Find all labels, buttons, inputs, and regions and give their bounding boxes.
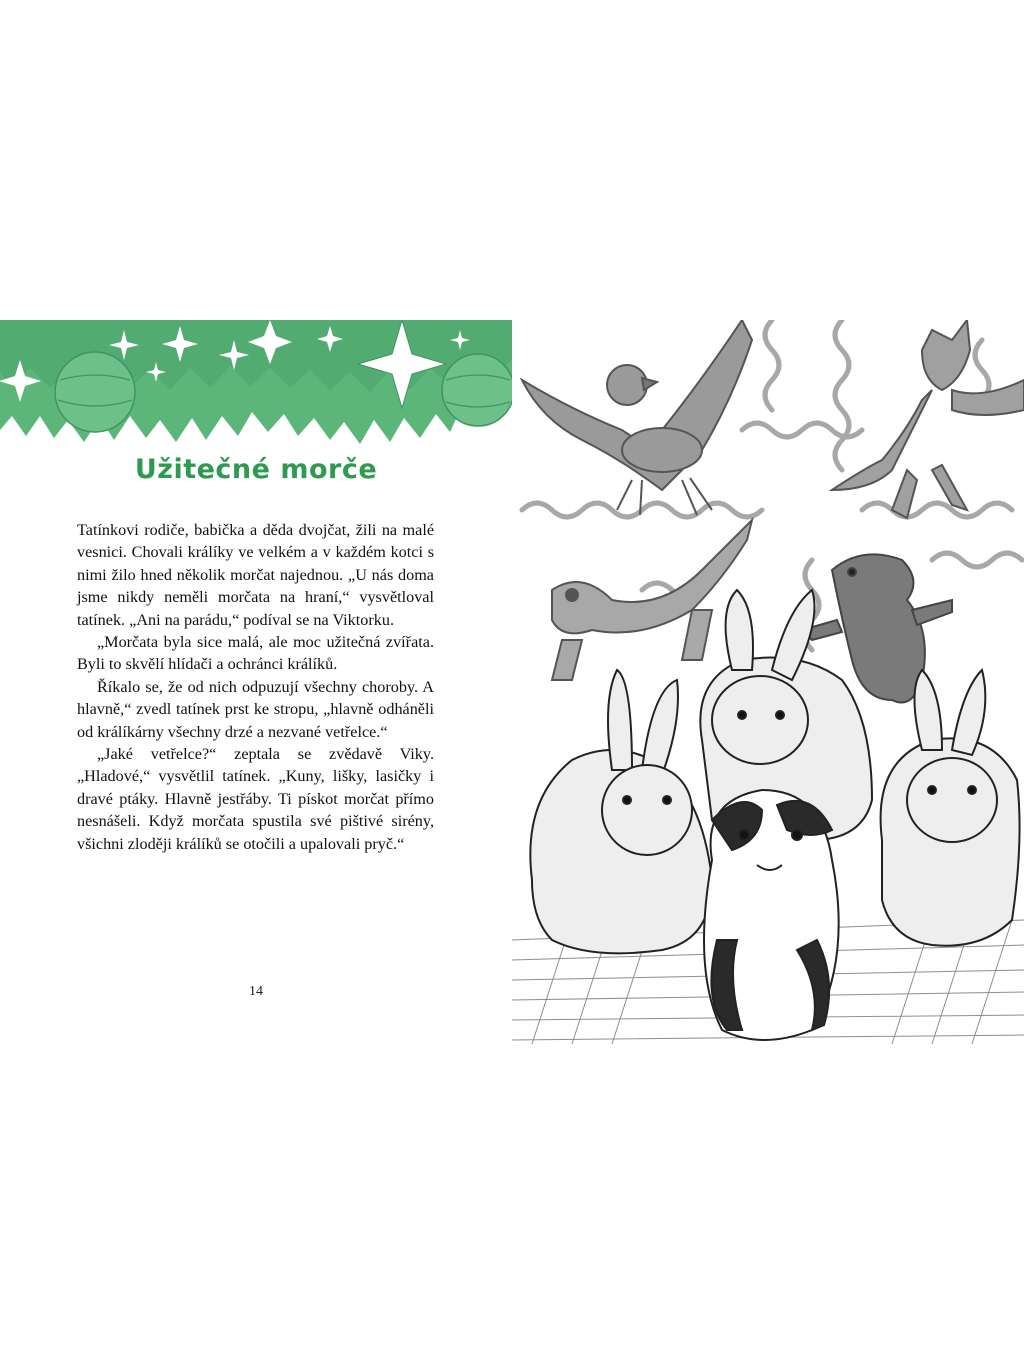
story-text — [77, 519, 434, 855]
paragraph: „Morčata byla sice malá, ale moc užitečná zvířata. Byli to skvělí hlídači a ochránci králíků. — [77, 633, 434, 674]
christmas-banner-icon — [0, 320, 512, 460]
rabbits-and-guinea-pig-illustration-icon — [512, 320, 1024, 1044]
paragraph: Tatínkovi rodiče, babička a děda dvojčat, žili na malé vesnici. Chovali králíky ve velkém a v každém kotci s nimi žilo hned několik morčat najednou. „U nás doma jsme nikdy neměli morčata na hraní,“ vysvětloval tatínek. „Ani na parádu,“ podíval se na Viktorku. — [77, 521, 434, 629]
left-page — [0, 320, 512, 1044]
paragraph: „Jaké vetřelce?“ zeptala se zvědavě Viky. „Hladové,“ vysvětlil tatínek. „Kuny, lišky, lasičky i dravé ptáky. Hlavně jestřáby. Ti pískot morčat přímo nesnášeli. Když morčata spustila své pištivé sirény, všichni zloději králíků se otočili a upalovali pryč.“ — [77, 745, 434, 853]
chapter-title: Užitečné morče — [134, 454, 378, 485]
book-spread — [0, 320, 1024, 1044]
paragraph: Říkalo se, že od nich odpuzují všechny choroby. A hlavně,“ zvedl tatínek prst ke stropu, „hlavně odháněli od králíkárny všechny drzé a nezvané vetřelce.“ — [77, 677, 434, 741]
illustration-page — [512, 320, 1024, 1044]
page-number: 14 — [249, 984, 263, 999]
